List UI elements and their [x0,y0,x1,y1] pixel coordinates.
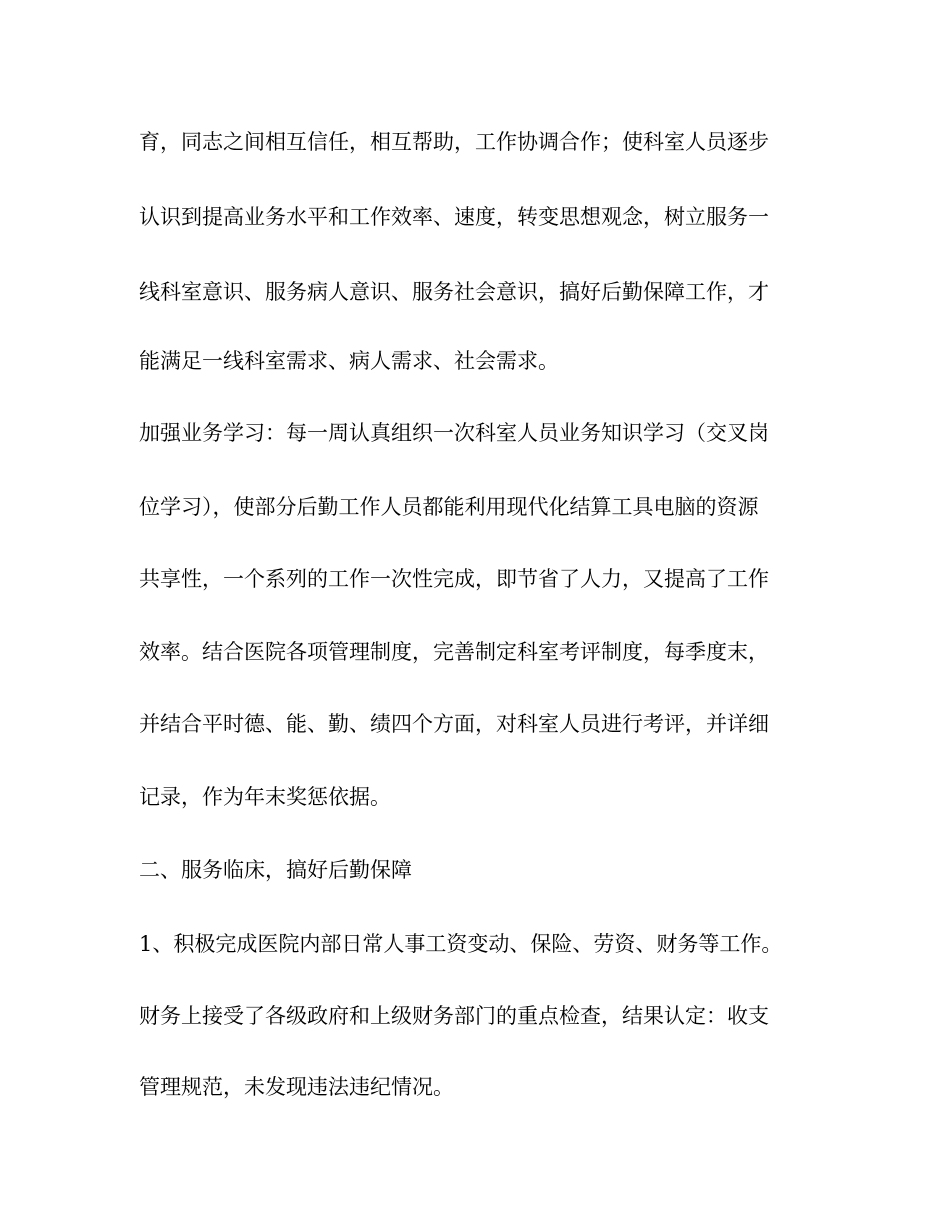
section-heading: 二、服务临床，搞好后勤保障 [139,858,412,882]
text-line: 并结合平时德、能、勤、绩四个方面，对科室人员进行考评，并详细 [139,712,769,736]
text-line: 认识到提高业务水平和工作效率、速度，转变思想观念，树立服务一 [139,205,769,229]
text-line: 位学习），使部分后勤工作人员都能利用现代化结算工具电脑的资源 [139,495,759,519]
text-line: 财务上接受了各级政府和上级财务部门的重点检查，结果认定：收支 [139,1004,769,1028]
text-line: 加强业务学习：每一周认真组织一次科室人员业务知识学习（交叉岗 [139,421,769,445]
text-line: 共享性，一个系列的工作一次性完成，即节省了人力，又提高了工作 [139,567,769,591]
text-line: 记录，作为年末奖惩依据。 [139,785,391,809]
text-line: 能满足一线科室需求、病人需求、社会需求。 [139,349,559,373]
text-line: 育，同志之间相互信任，相互帮助，工作协调合作；使科室人员逐步 [139,130,769,154]
text-line: 1、积极完成医院内部日常人事工资变动、保险、劳资、财务等工作。 [139,932,783,956]
text-line: 效率。结合医院各项管理制度，完善制定科室考评制度，每季度末， [139,640,769,664]
text-line: 管理规范，未发现违法违纪情况。 [139,1075,454,1099]
text-line: 线科室意识、服务病人意识、服务社会意识，搞好后勤保障工作，才 [139,280,769,304]
